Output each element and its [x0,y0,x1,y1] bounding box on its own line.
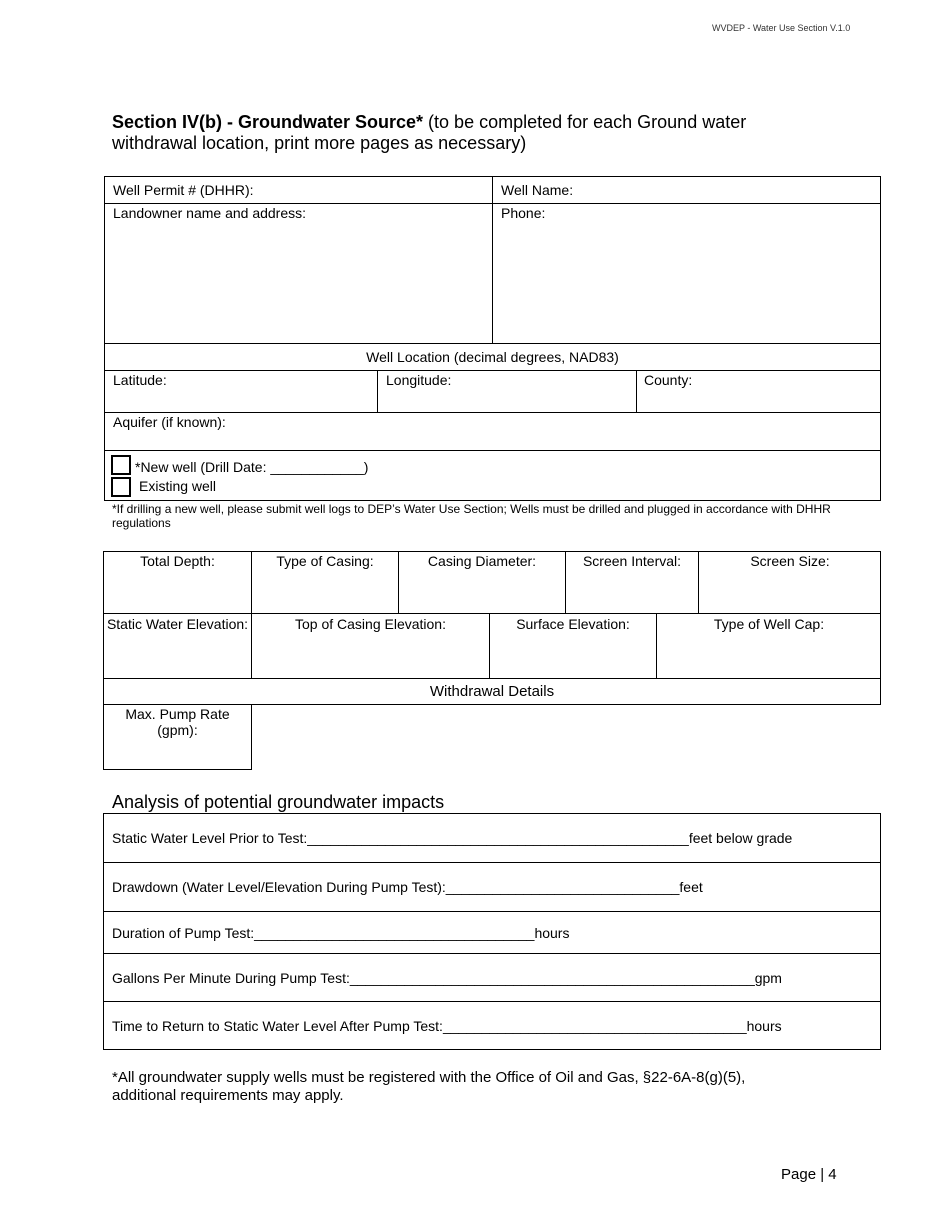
static-water-elevation-field[interactable]: Static Water Elevation: [106,616,249,632]
header-version-note: WVDEP - Water Use Section V.1.0 [712,23,851,33]
total-depth-field[interactable]: Total Depth: [140,553,215,569]
latitude-field[interactable]: Latitude: [113,372,167,388]
time-to-return-field[interactable]: Time to Return to Static Water Level After Pump Test:_______________________________________hours [112,1018,782,1034]
drawdown-field[interactable]: Drawdown (Water Level/Elevation During Pump Test):______________________________feet [112,879,703,895]
divider [104,412,881,413]
divider [377,370,378,412]
casing-diameter-field[interactable]: Casing Diameter: [427,553,537,569]
divider [104,343,881,344]
divider [103,953,881,954]
screen-interval-field[interactable]: Screen Interval: [582,553,682,569]
screen-size-field[interactable]: Screen Size: [750,553,830,569]
longitude-field[interactable]: Longitude: [386,372,452,388]
well-location-header: Well Location (decimal degrees, NAD83) [366,349,619,365]
divider [103,1001,881,1002]
drill-note: *If drilling a new well, please submit well logs to DEP’s Water Use Section; Wells must be drilled and plugged in accordance with DHHR regulations [112,502,831,530]
max-pump-rate-field[interactable]: Max. Pump Rate (gpm): [125,706,230,738]
section-title-bold: Section IV(b) - Groundwater Source* [112,112,424,132]
well-name-field[interactable]: Well Name: [501,182,574,198]
analysis-title: Analysis of potential groundwater impacts [112,792,445,812]
divider [636,370,637,412]
existing-well-checkbox[interactable] [111,477,131,497]
page-number: Page | 4 [781,1166,837,1183]
registration-footnote: *All groundwater supply wells must be registered with the Office of Oil and Gas, §22-6A-8(g)(5), additional requirements may apply. [112,1069,746,1104]
county-field[interactable]: County: [644,372,693,388]
aquifer-field[interactable]: Aquifer (if known): [113,414,226,430]
withdrawal-details-header: Withdrawal Details [429,683,555,700]
well-permit-field[interactable]: Well Permit # (DHHR): [113,182,254,198]
static-water-level-field[interactable]: Static Water Level Prior to Test:_________________________________________________feet below grade [112,830,793,846]
divider [103,678,881,679]
section-title [112,112,832,154]
divider [103,911,881,912]
new-well-checkbox[interactable] [111,455,131,475]
section-title-rest: (to be completed for each Ground water withdrawal location, print more pages as necessary) [112,112,747,153]
surface-elevation-field[interactable]: Surface Elevation: [516,616,630,632]
landowner-field[interactable]: Landowner name and address: [113,205,307,221]
top-of-casing-elevation-field[interactable]: Top of Casing Elevation: [295,616,446,632]
divider [104,450,881,451]
type-of-casing-field[interactable]: Type of Casing: [276,553,374,569]
divider [492,176,493,343]
divider [104,370,881,371]
divider [251,551,252,678]
pump-test-duration-field[interactable]: Duration of Pump Test:____________________________________hours [112,925,570,941]
existing-well-label: Existing well [139,478,217,494]
divider [103,862,881,863]
new-well-label: *New well (Drill Date: ____________) [135,459,369,475]
gallons-per-minute-field[interactable]: Gallons Per Minute During Pump Test:____________________________________________________gpm [112,970,782,986]
type-of-well-cap-field[interactable]: Type of Well Cap: [713,616,825,632]
divider [103,613,881,614]
phone-field[interactable]: Phone: [501,205,546,221]
